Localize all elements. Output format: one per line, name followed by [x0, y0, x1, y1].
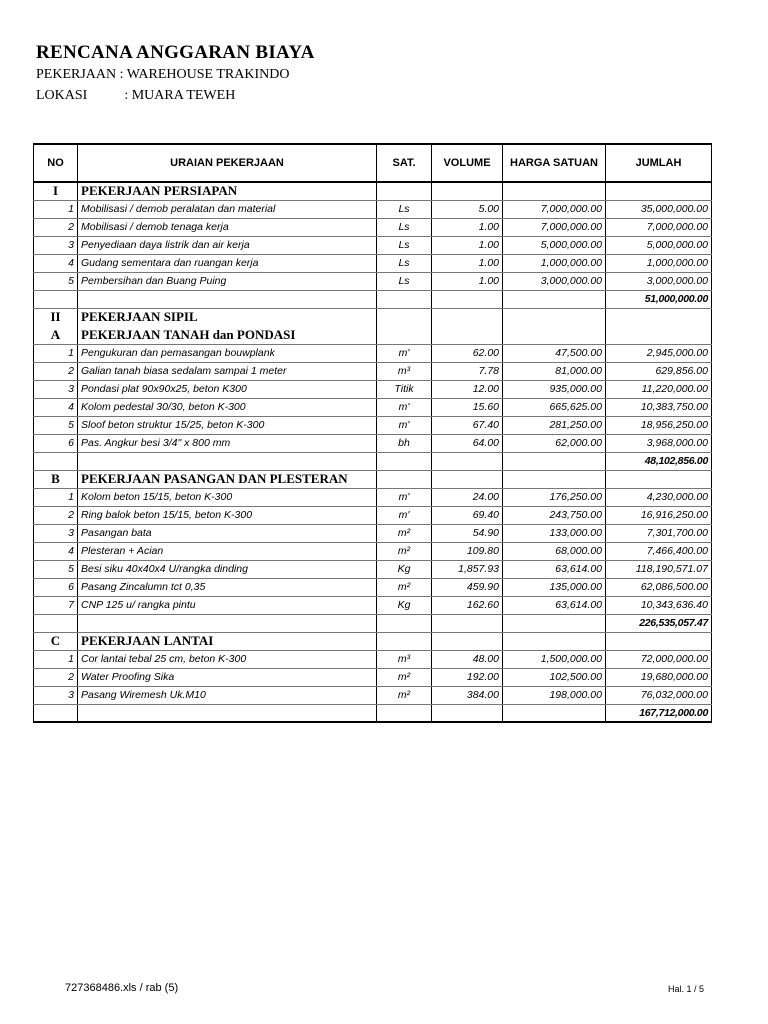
- item-unit: [377, 452, 432, 470]
- item-volume: 192.00: [432, 668, 503, 686]
- item-unit-price: [503, 614, 606, 632]
- table-row: [34, 254, 712, 272]
- subtotal-row: [34, 290, 712, 308]
- item-unit-price: 1,500,000.00: [503, 650, 606, 668]
- item-unit: Ls: [377, 254, 432, 272]
- item-volume: [432, 452, 503, 470]
- item-volume: 67.40: [432, 416, 503, 434]
- item-volume: 64.00: [432, 434, 503, 452]
- section-number: II: [34, 308, 78, 326]
- table-row: [34, 362, 712, 380]
- table-row: [34, 488, 712, 506]
- section-number: A: [34, 326, 78, 344]
- unit-price-cell: [503, 326, 606, 344]
- item-unit: Titik: [377, 380, 432, 398]
- item-amount: 3,000,000.00: [606, 272, 712, 290]
- item-number: 3: [34, 686, 78, 704]
- item-description: Kolom pedestal 30/30, beton K-300: [78, 398, 377, 416]
- item-volume: 12.00: [432, 380, 503, 398]
- item-unit: Ls: [377, 218, 432, 236]
- item-number: [34, 452, 78, 470]
- item-unit-price: [503, 452, 606, 470]
- item-number: 4: [34, 254, 78, 272]
- unit-price-cell: [503, 632, 606, 650]
- table-row: [34, 686, 712, 704]
- item-number: 6: [34, 434, 78, 452]
- item-unit: m': [377, 398, 432, 416]
- item-description: [78, 290, 377, 308]
- item-amount: 62,086,500.00: [606, 578, 712, 596]
- item-unit-price: 5,000,000.00: [503, 236, 606, 254]
- item-number: 3: [34, 236, 78, 254]
- item-unit: m²: [377, 668, 432, 686]
- item-description: [78, 704, 377, 722]
- item-volume: 162.60: [432, 596, 503, 614]
- section-title: PEKERJAAN PASANGAN DAN PLESTERAN: [78, 470, 377, 488]
- table-row: [34, 650, 712, 668]
- item-amount: 35,000,000.00: [606, 200, 712, 218]
- item-amount: 18,956,250.00: [606, 416, 712, 434]
- header-description: URAIAN PEKERJAAN: [78, 144, 377, 182]
- table-row: [34, 236, 712, 254]
- amount-cell: [606, 470, 712, 488]
- item-unit-price: 68,000.00: [503, 542, 606, 560]
- item-number: 4: [34, 542, 78, 560]
- item-number: 6: [34, 578, 78, 596]
- item-unit: [377, 704, 432, 722]
- location-line: [36, 88, 235, 104]
- item-volume: 1.00: [432, 254, 503, 272]
- item-number: 2: [34, 506, 78, 524]
- table-row: [34, 434, 712, 452]
- table-header-row: [34, 144, 712, 182]
- section-number: I: [34, 182, 78, 200]
- item-unit: m²: [377, 524, 432, 542]
- item-volume: 15.60: [432, 398, 503, 416]
- header-amount: JUMLAH: [606, 144, 712, 182]
- subtotal-row: [34, 614, 712, 632]
- volume-cell: [432, 308, 503, 326]
- subtotal-amount: 167,712,000.00: [606, 704, 712, 722]
- item-amount: 7,000,000.00: [606, 218, 712, 236]
- section-number: B: [34, 470, 78, 488]
- header-no: NO: [34, 144, 78, 182]
- item-number: 5: [34, 272, 78, 290]
- section-title: PEKERJAAN PERSIAPAN: [78, 182, 377, 200]
- document-title: RENCANA ANGGARAN BIAYA: [36, 42, 315, 63]
- table-row: [34, 200, 712, 218]
- location-value: : MUARA TEWEH: [124, 88, 236, 103]
- item-unit: m³: [377, 650, 432, 668]
- table-row: [34, 596, 712, 614]
- item-amount: 2,945,000.00: [606, 344, 712, 362]
- item-unit-price: 176,250.00: [503, 488, 606, 506]
- section-row: [34, 632, 712, 650]
- item-description: Pembersihan dan Buang Puing: [78, 272, 377, 290]
- item-unit: [377, 290, 432, 308]
- item-amount: 3,968,000.00: [606, 434, 712, 452]
- item-unit-price: 935,000.00: [503, 380, 606, 398]
- section-row: [34, 470, 712, 488]
- table-row: [34, 344, 712, 362]
- amount-cell: [606, 308, 712, 326]
- item-unit-price: 81,000.00: [503, 362, 606, 380]
- item-number: 1: [34, 344, 78, 362]
- unit-price-cell: [503, 470, 606, 488]
- item-description: Pengukuran dan pemasangan bouwplank: [78, 344, 377, 362]
- item-volume: 69.40: [432, 506, 503, 524]
- unit-cell: [377, 308, 432, 326]
- item-amount: 16,916,250.00: [606, 506, 712, 524]
- item-unit: Ls: [377, 200, 432, 218]
- item-volume: 1,857.93: [432, 560, 503, 578]
- item-unit: Ls: [377, 272, 432, 290]
- item-amount: 10,383,750.00: [606, 398, 712, 416]
- header-unit: SAT.: [377, 144, 432, 182]
- footer-filename: 727368486.xls / rab (5): [65, 982, 179, 994]
- unit-price-cell: [503, 308, 606, 326]
- item-number: [34, 704, 78, 722]
- item-amount: 10,343,636.40: [606, 596, 712, 614]
- item-unit-price: 47,500.00: [503, 344, 606, 362]
- item-amount: 19,680,000.00: [606, 668, 712, 686]
- item-amount: 72,000,000.00: [606, 650, 712, 668]
- footer-page-number: Hal. 1 / 5: [667, 984, 704, 994]
- item-unit-price: 102,500.00: [503, 668, 606, 686]
- item-unit: Ls: [377, 236, 432, 254]
- item-unit-price: 7,000,000.00: [503, 218, 606, 236]
- item-description: Pasang Zincalumn tct 0,35: [78, 578, 377, 596]
- item-description: Plesteran + Acian: [78, 542, 377, 560]
- table-row: [34, 218, 712, 236]
- item-description: [78, 614, 377, 632]
- item-volume: 109.80: [432, 542, 503, 560]
- table-row: [34, 416, 712, 434]
- table-row: [34, 668, 712, 686]
- item-unit: [377, 614, 432, 632]
- project-name-line: PEKERJAAN : WAREHOUSE TRAKINDO: [36, 67, 290, 82]
- item-volume: 7.78: [432, 362, 503, 380]
- item-description: CNP 125 u/ rangka pintu: [78, 596, 377, 614]
- item-volume: 1.00: [432, 236, 503, 254]
- item-unit-price: 7,000,000.00: [503, 200, 606, 218]
- item-description: Mobilisasi / demob peralatan dan material: [78, 200, 377, 218]
- item-unit-price: 665,625.00: [503, 398, 606, 416]
- unit-cell: [377, 470, 432, 488]
- item-volume: 54.90: [432, 524, 503, 542]
- table-row: [34, 272, 712, 290]
- item-description: Pondasi plat 90x90x25, beton K300: [78, 380, 377, 398]
- amount-cell: [606, 632, 712, 650]
- item-description: Pasang Wiremesh Uk.M10: [78, 686, 377, 704]
- item-description: Galian tanah biasa sedalam sampai 1 meter: [78, 362, 377, 380]
- item-unit-price: 3,000,000.00: [503, 272, 606, 290]
- table-row: [34, 524, 712, 542]
- item-number: 1: [34, 650, 78, 668]
- amount-cell: [606, 326, 712, 344]
- item-unit: m²: [377, 578, 432, 596]
- item-description: Pasangan bata: [78, 524, 377, 542]
- item-unit: bh: [377, 434, 432, 452]
- item-volume: 24.00: [432, 488, 503, 506]
- section-title: PEKERJAAN LANTAI: [78, 632, 377, 650]
- section-title: PEKERJAAN SIPIL: [78, 308, 377, 326]
- item-unit-price: 281,250.00: [503, 416, 606, 434]
- item-description: Kolom beton 15/15, beton K-300: [78, 488, 377, 506]
- table-row: [34, 506, 712, 524]
- item-unit: m': [377, 488, 432, 506]
- item-amount: 1,000,000.00: [606, 254, 712, 272]
- item-number: 3: [34, 380, 78, 398]
- header-unit-price: HARGA SATUAN: [503, 144, 606, 182]
- item-description: [78, 452, 377, 470]
- section-title: PEKERJAAN TANAH dan PONDASI: [78, 326, 377, 344]
- item-amount: 7,466,400.00: [606, 542, 712, 560]
- item-description: Ring balok beton 15/15, beton K-300: [78, 506, 377, 524]
- table-row: [34, 578, 712, 596]
- item-number: 2: [34, 362, 78, 380]
- item-amount: 629,856.00: [606, 362, 712, 380]
- volume-cell: [432, 470, 503, 488]
- table-body: [34, 182, 712, 722]
- item-unit-price: [503, 704, 606, 722]
- volume-cell: [432, 632, 503, 650]
- item-unit-price: 63,614.00: [503, 596, 606, 614]
- item-amount: 11,220,000.00: [606, 380, 712, 398]
- item-volume: 384.00: [432, 686, 503, 704]
- item-unit-price: 133,000.00: [503, 524, 606, 542]
- item-unit: m': [377, 344, 432, 362]
- volume-cell: [432, 182, 503, 200]
- item-description: Pas. Angkur besi 3/4" x 800 mm: [78, 434, 377, 452]
- item-volume: 5.00: [432, 200, 503, 218]
- item-unit-price: 243,750.00: [503, 506, 606, 524]
- unit-cell: [377, 326, 432, 344]
- unit-cell: [377, 632, 432, 650]
- item-volume: [432, 704, 503, 722]
- item-volume: 1.00: [432, 218, 503, 236]
- subtotal-row: [34, 704, 712, 722]
- table-row: [34, 560, 712, 578]
- subtotal-amount: 48,102,856.00: [606, 452, 712, 470]
- item-amount: 118,190,571.07: [606, 560, 712, 578]
- table-row: [34, 542, 712, 560]
- item-unit: m²: [377, 686, 432, 704]
- subtotal-amount: 226,535,057.47: [606, 614, 712, 632]
- header-volume: VOLUME: [432, 144, 503, 182]
- item-unit-price: 1,000,000.00: [503, 254, 606, 272]
- item-description: Water Proofing Sika: [78, 668, 377, 686]
- item-volume: [432, 614, 503, 632]
- item-unit-price: [503, 290, 606, 308]
- item-unit: m': [377, 506, 432, 524]
- item-number: [34, 290, 78, 308]
- unit-cell: [377, 182, 432, 200]
- item-unit: m²: [377, 542, 432, 560]
- item-unit-price: 62,000.00: [503, 434, 606, 452]
- item-number: 2: [34, 218, 78, 236]
- section-number: C: [34, 632, 78, 650]
- item-unit: m³: [377, 362, 432, 380]
- section-row: [34, 182, 712, 200]
- table-row: [34, 398, 712, 416]
- item-description: Mobilisasi / demob tenaga kerja: [78, 218, 377, 236]
- item-volume: 62.00: [432, 344, 503, 362]
- item-number: 7: [34, 596, 78, 614]
- item-volume: [432, 290, 503, 308]
- item-volume: 1.00: [432, 272, 503, 290]
- section-row: [34, 308, 712, 326]
- item-description: Besi siku 40x40x4 U/rangka dinding: [78, 560, 377, 578]
- item-number: 5: [34, 416, 78, 434]
- item-amount: 7,301,700.00: [606, 524, 712, 542]
- item-number: 1: [34, 200, 78, 218]
- item-description: Sloof beton struktur 15/25, beton K-300: [78, 416, 377, 434]
- item-number: 1: [34, 488, 78, 506]
- item-number: [34, 614, 78, 632]
- location-key: LOKASI: [36, 88, 88, 103]
- item-unit: Kg: [377, 560, 432, 578]
- item-unit-price: 63,614.00: [503, 560, 606, 578]
- subtotal-row: [34, 452, 712, 470]
- amount-cell: [606, 182, 712, 200]
- section-row: [34, 326, 712, 344]
- item-description: Penyediaan daya listrik dan air kerja: [78, 236, 377, 254]
- item-number: 3: [34, 524, 78, 542]
- item-number: 4: [34, 398, 78, 416]
- item-volume: 459.90: [432, 578, 503, 596]
- item-amount: 4,230,000.00: [606, 488, 712, 506]
- item-amount: 5,000,000.00: [606, 236, 712, 254]
- item-unit: m': [377, 416, 432, 434]
- item-number: 2: [34, 668, 78, 686]
- table-row: [34, 380, 712, 398]
- item-amount: 76,032,000.00: [606, 686, 712, 704]
- volume-cell: [432, 326, 503, 344]
- unit-price-cell: [503, 182, 606, 200]
- item-unit: Kg: [377, 596, 432, 614]
- subtotal-amount: 51,000,000.00: [606, 290, 712, 308]
- item-unit-price: 135,000.00: [503, 578, 606, 596]
- item-description: Cor lantai tebal 25 cm, beton K-300: [78, 650, 377, 668]
- item-volume: 48.00: [432, 650, 503, 668]
- item-number: 5: [34, 560, 78, 578]
- item-unit-price: 198,000.00: [503, 686, 606, 704]
- item-description: Gudang sementara dan ruangan kerja: [78, 254, 377, 272]
- budget-table: [33, 143, 712, 723]
